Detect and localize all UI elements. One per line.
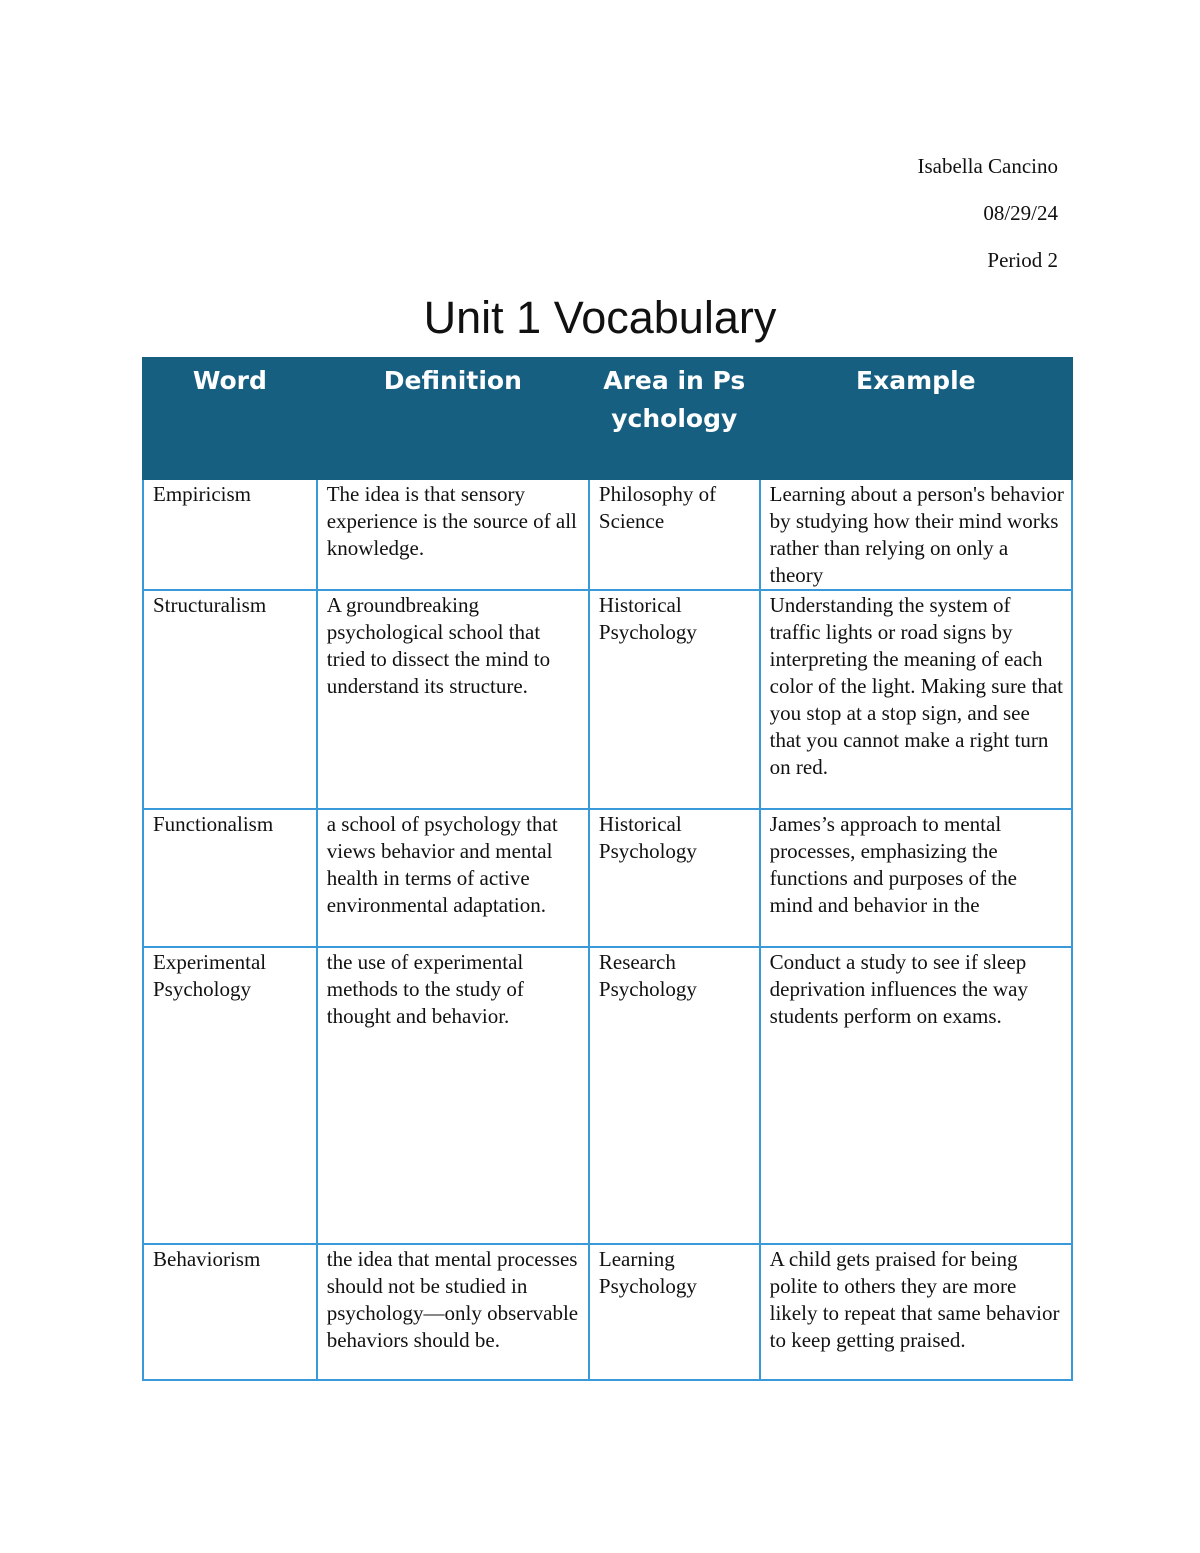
word-cell: Behaviorism bbox=[143, 1244, 317, 1380]
word-cell: Functionalism bbox=[143, 809, 317, 947]
example-cell: Conduct a study to see if sleep deprivation influences the way students perform on exams. bbox=[760, 947, 1072, 1244]
word-cell: Empiricism bbox=[143, 479, 317, 590]
area-cell: Historical Psychology bbox=[589, 590, 760, 809]
area-cell: Historical Psychology bbox=[589, 809, 760, 947]
area-cell: Research Psychology bbox=[589, 947, 760, 1244]
column-header-word: Word bbox=[143, 358, 317, 479]
definition-cell: the idea that mental processes should not be studied in psychology—only observable behaviors should be. bbox=[317, 1244, 589, 1380]
class-period: Period 2 bbox=[987, 248, 1058, 272]
definition-cell: The idea is that sensory experience is the source of all knowledge. bbox=[317, 479, 589, 590]
example-cell: A child gets praised for being polite to others they are more likely to repeat that same behavior to keep getting praised. bbox=[760, 1244, 1072, 1380]
example-cell: Learning about a person's behavior by studying how their mind works rather than relying on only a theory bbox=[760, 479, 1072, 590]
student-name: Isabella Cancino bbox=[917, 154, 1058, 178]
vocabulary-table bbox=[142, 357, 1073, 1381]
table-row bbox=[143, 479, 1072, 590]
column-header-definition: Definition bbox=[317, 358, 589, 479]
word-cell: Structuralism bbox=[143, 590, 317, 809]
table-row bbox=[143, 809, 1072, 947]
assignment-date: 08/29/24 bbox=[983, 201, 1058, 225]
definition-cell: the use of experimental methods to the study of thought and behavior. bbox=[317, 947, 589, 1244]
word-cell: Experimental Psychology bbox=[143, 947, 317, 1244]
definition-cell: A groundbreaking psychological school that tried to dissect the mind to understand its structure. bbox=[317, 590, 589, 809]
definition-cell: a school of psychology that views behavior and mental health in terms of active environmental adaptation. bbox=[317, 809, 589, 947]
student-info bbox=[917, 143, 1058, 284]
table-row bbox=[143, 947, 1072, 1244]
area-cell: Learning Psychology bbox=[589, 1244, 760, 1380]
area-cell: Philosophy of Science bbox=[589, 479, 760, 590]
page-title: Unit 1 Vocabulary bbox=[423, 292, 777, 343]
table-header-row bbox=[143, 358, 1072, 479]
column-header-example: Example bbox=[760, 358, 1072, 479]
example-cell: James’s approach to mental processes, emphasizing the functions and purposes of the mind and behavior in the bbox=[760, 809, 1072, 947]
column-header-area: Area in Psychology bbox=[589, 358, 760, 479]
table-row bbox=[143, 1244, 1072, 1380]
table-row bbox=[143, 590, 1072, 809]
example-cell: Understanding the system of traffic lights or road signs by interpreting the meaning of each color of the light. Making sure that you stop at a stop sign, and see that you cannot make a right turn on red. bbox=[760, 590, 1072, 809]
